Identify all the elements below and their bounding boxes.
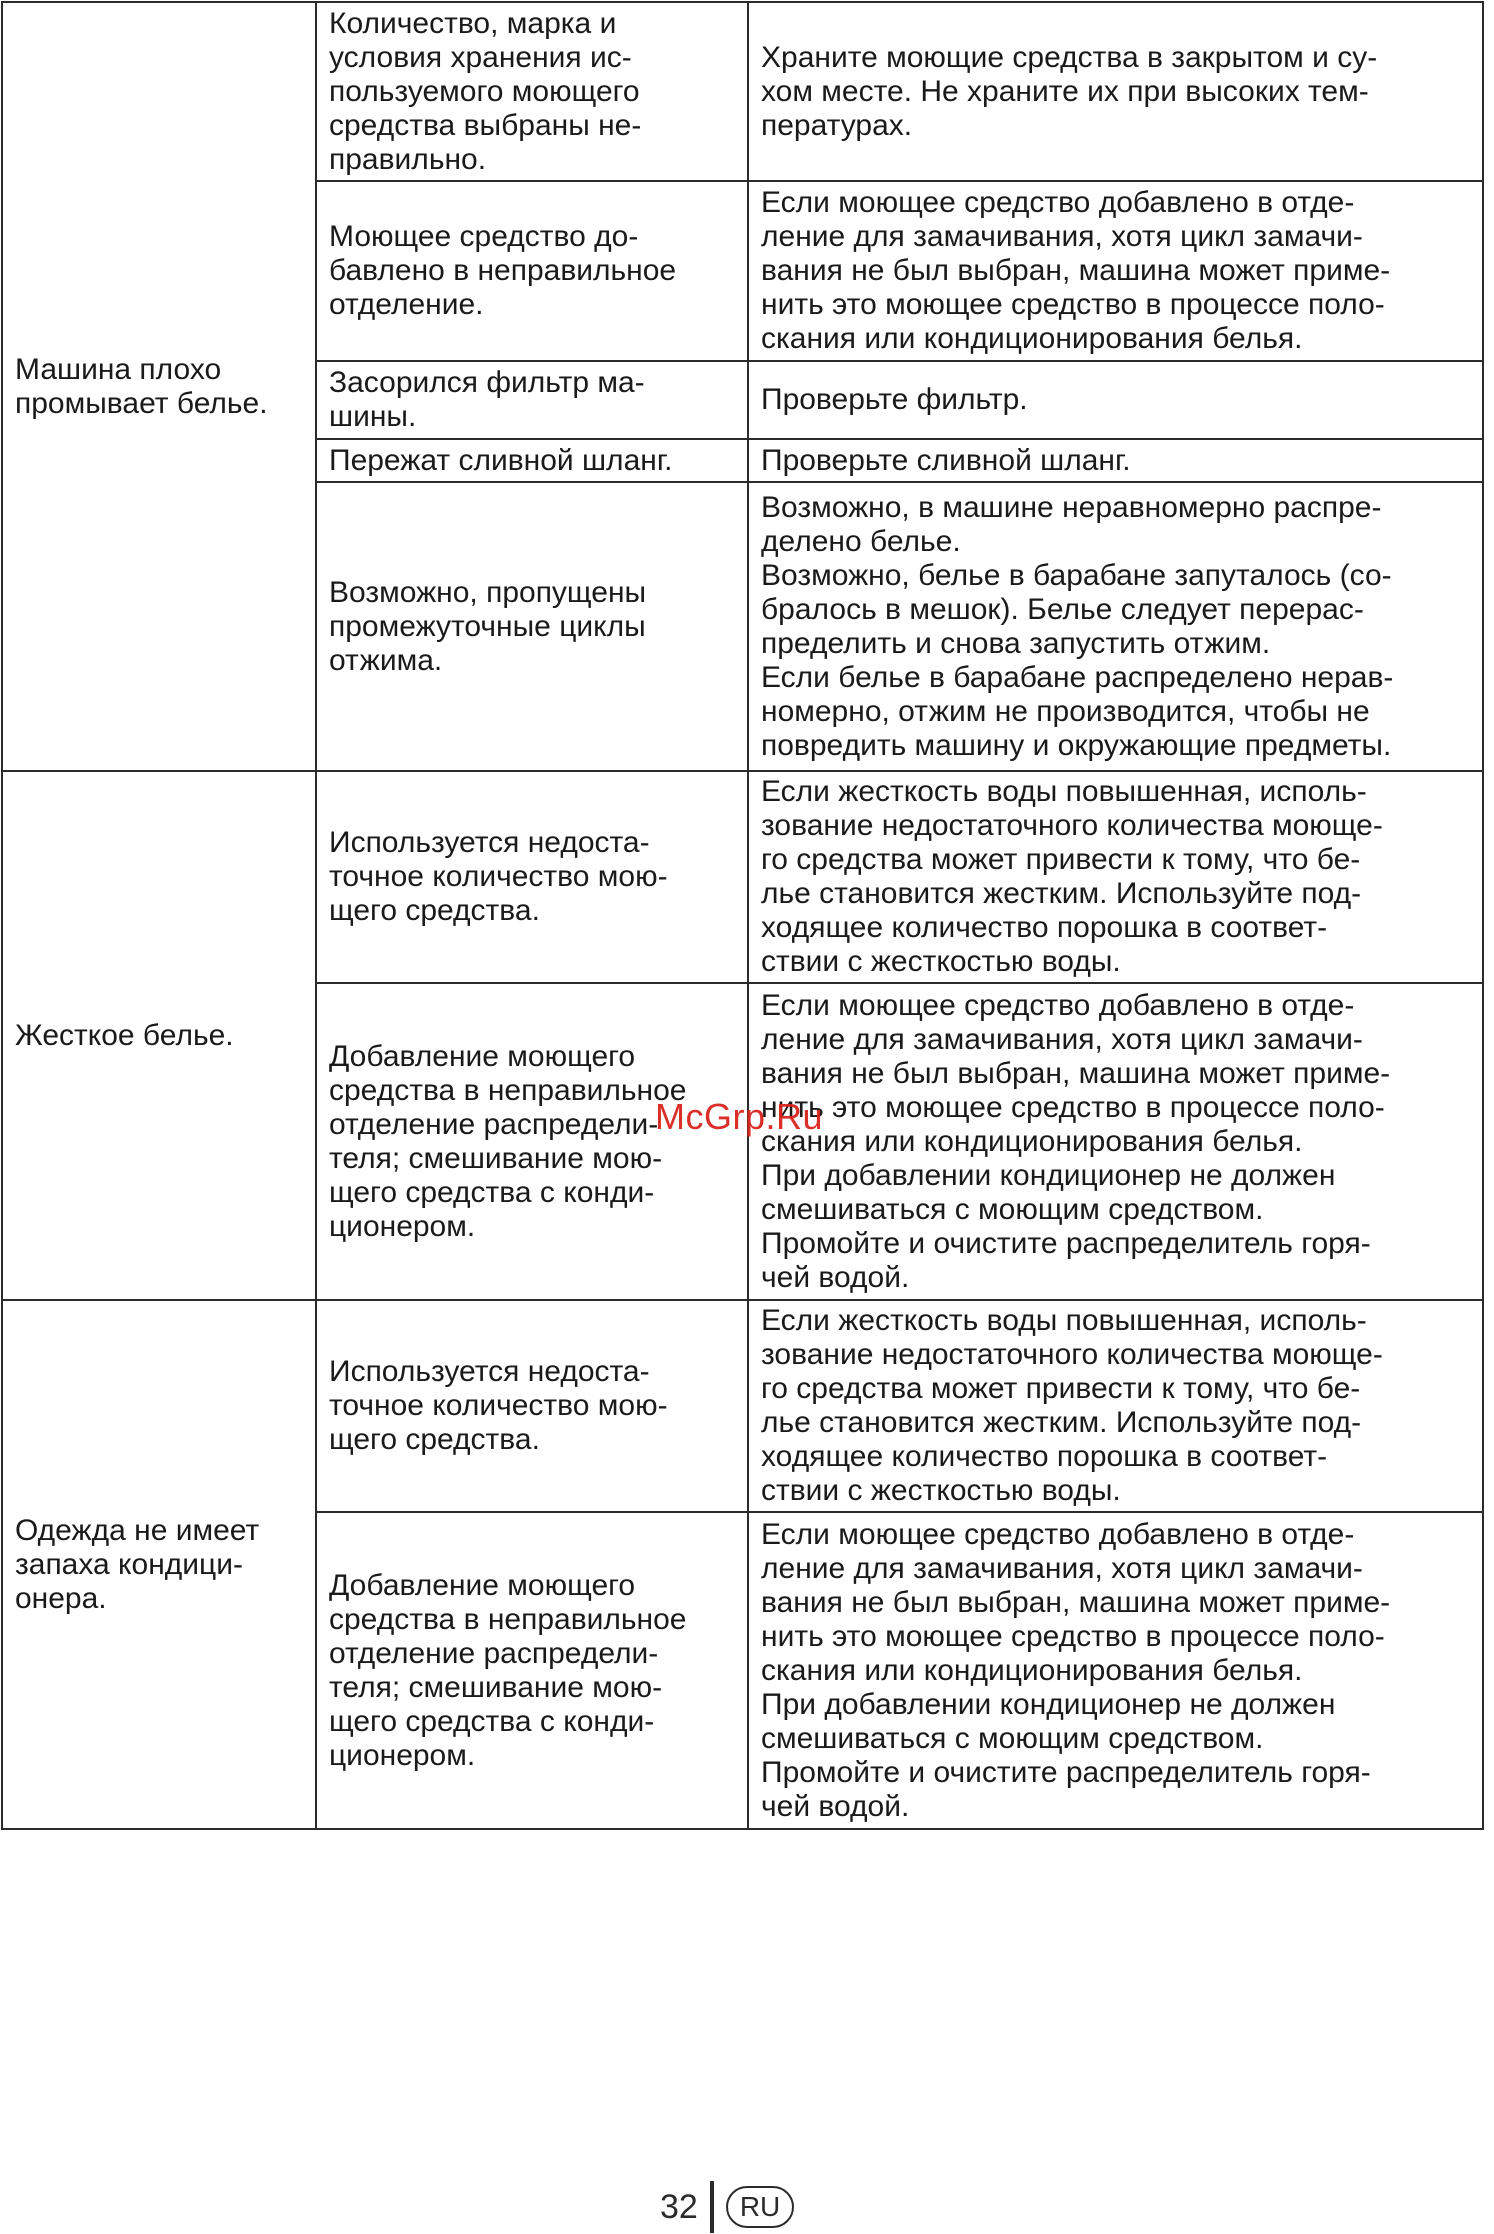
- cause-cell: Моющее средство до- бавлено в неправильное отделение.: [316, 181, 748, 361]
- cause-cell: Пережат сливной шланг.: [316, 439, 748, 482]
- cause-cell: Засорился фильтр ма- шины.: [316, 361, 748, 439]
- remedy-cell: Если моющее средство добавлено в отде- ление для замачивания, хотя цикл замачи- вания не был выбран, машина может приме- нить это моющее средство в процессе поло- скания или кондиционирования белья. При добавлении кондиционер не должен смешиваться с моющим средством. Промойте и очистите распределитель горя- чей водой.: [748, 1512, 1483, 1829]
- table-row: [2, 1300, 1483, 1512]
- problem-cell: Машина плохо промывает белье.: [2, 2, 316, 771]
- cause-cell: Количество, марка и условия хранения ис- пользуемого моющего средства выбраны не- правильно.: [316, 2, 748, 181]
- cause-cell: Возможно, пропущены промежуточные циклы отжима.: [316, 482, 748, 771]
- cause-cell: Используется недоста- точное количество мою- щего средства.: [316, 1300, 748, 1512]
- watermark: McGrp.Ru: [655, 1096, 824, 1137]
- remedy-cell: Храните моющие средства в закрытом и су- хом месте. Не храните их при высоких тем- пературах.: [748, 2, 1483, 181]
- cause-cell: Добавление моющего средства в неправильное отделение распредели- теля; смешивание мою- щего средства с конди- ционером.: [316, 1512, 748, 1829]
- page-number: 32: [660, 2187, 698, 2226]
- table-row: [2, 2, 1483, 181]
- cause-cell: Добавление моющего средства в неправильное отделение распредели- теля; смешивание мою- щего средства с конди- ционером.: [316, 983, 748, 1300]
- remedy-cell: Если моющее средство добавлено в отде- ление для замачивания, хотя цикл замачи- вания не был выбран, машина может приме- нить это моющее средство в процессе поло- скания или кондиционирования белья.: [748, 181, 1483, 361]
- troubleshooting-table: [1, 1, 1484, 1830]
- cause-cell: Используется недоста- точное количество мою- щего средства.: [316, 771, 748, 983]
- remedy-cell: Если жесткость воды повышенная, исполь- зование недостаточного количества моюще- го средства может привести к тому, что бе- лье становится жестким. Используйте под- ходящее количество порошка в соответ- ствии с жесткостью воды.: [748, 1300, 1483, 1512]
- language-badge: RU: [726, 2186, 794, 2228]
- page-footer: [660, 2180, 794, 2234]
- remedy-cell: Если жесткость воды повышенная, исполь- зование недостаточного количества моюще- го средства может привести к тому, что бе- лье становится жестким. Используйте под- ходящее количество порошка в соответ- ствии с жесткостью воды.: [748, 771, 1483, 983]
- remedy-cell: Если моющее средство добавлено в отде- ление для замачивания, хотя цикл замачи- вания не был выбран, машина может приме- нить это моющее средство в процессе поло- скания или кондиционирования белья. При добавлении кондиционер не должен смешиваться с моющим средством. Промойте и очистите распределитель горя- чей водой.: [748, 983, 1483, 1300]
- problem-cell: Одежда не имеет запаха кондици- онера.: [2, 1300, 316, 1829]
- remedy-cell: Возможно, в машине неравномерно распре- делено белье. Возможно, белье в барабане запуталось (со- бралось в мешок). Белье следует перерас- пределить и снова запустить отжим. Если белье в барабане распределено нерав- номерно, отжим не производится, чтобы не повредить машину и окружающие предметы.: [748, 482, 1483, 771]
- remedy-cell: Проверьте фильтр.: [748, 361, 1483, 439]
- remedy-cell: Проверьте сливной шланг.: [748, 439, 1483, 482]
- problem-cell: Жесткое белье.: [2, 771, 316, 1300]
- footer-divider: [710, 2181, 714, 2233]
- table-row: [2, 771, 1483, 983]
